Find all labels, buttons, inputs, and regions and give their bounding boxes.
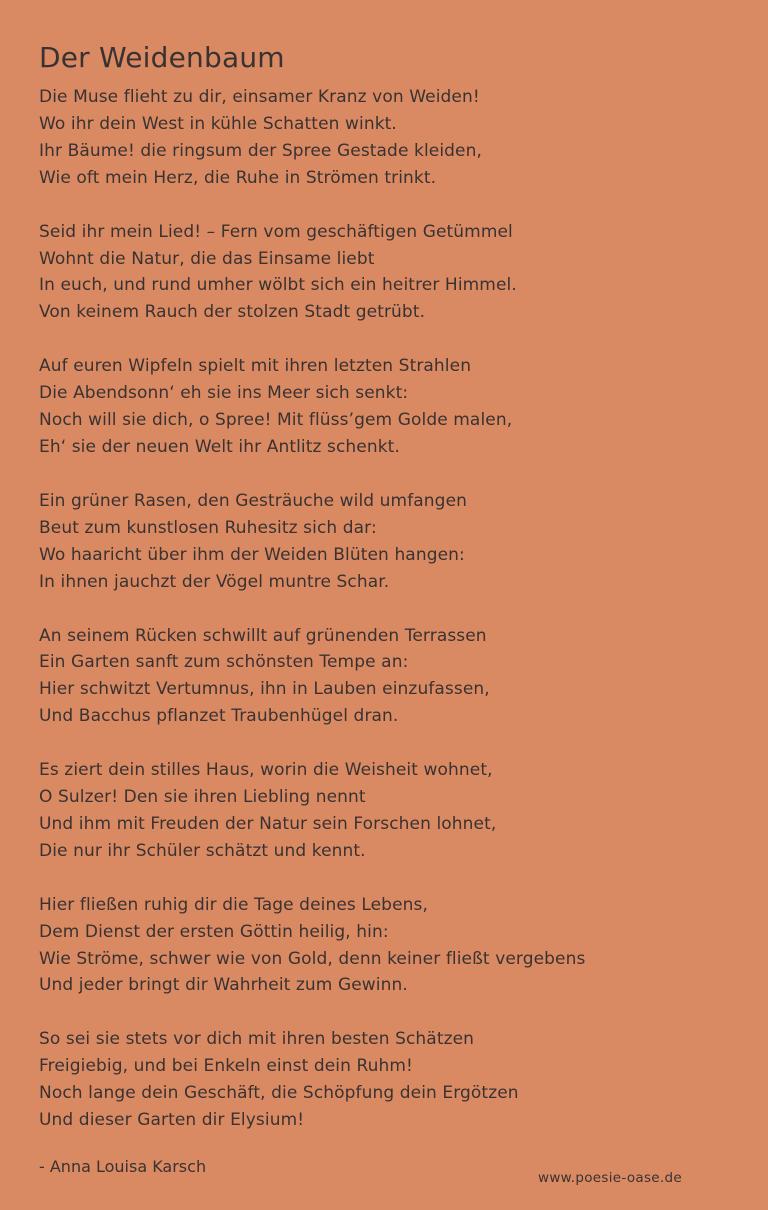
poem-line: In euch, und rund umher wölbt sich ein heitrer Himmel. [39,275,517,296]
poem-title: Der Weidenbaum [39,41,285,74]
poem-line: In ihnen jauchzt der Vögel muntre Schar. [39,571,390,592]
poem-line: Wohnt die Natur, die das Einsame liebt [39,248,375,269]
poem-line: Ein grüner Rasen, den Gesträuche wild umfangen [39,490,468,511]
stanza-8 [39,1026,739,1134]
poem-line: O Sulzer! Den sie ihren Liebling nennt [39,787,366,808]
poem-line: Wo ihr dein West in kühle Schatten winkt. [39,113,397,134]
poem-line: Die nur ihr Schüler schätzt und kennt. [39,840,366,861]
poem-line: Hier schwitzt Vertumnus, ihn in Lauben einzufassen, [39,679,490,700]
poem-line: Und jeder bringt dir Wahrheit zum Gewinn. [39,975,408,996]
website-url: www.poesie-oase.de [538,1170,682,1186]
poem-line: Noch will sie dich, o Spree! Mit flüss’gem Golde malen, [39,410,513,431]
poem-line: Ein Garten sanft zum schönsten Tempe an: [39,652,409,673]
poem-line: Und dieser Garten dir Elysium! [39,1110,305,1131]
poem-author: - Anna Louisa Karsch [39,1157,207,1176]
poem-line: Dem Dienst der ersten Göttin heilig, hin: [39,921,389,942]
poem-line: Freigiebig, und bei Enkeln einst dein Ruhm! [39,1056,413,1077]
stanza-4 [39,488,739,596]
poem-line: Von keinem Rauch der stolzen Stadt getrübt. [39,302,426,323]
poem-line: An seinem Rücken schwillt auf grünenden Terrassen [39,625,487,646]
poem-line: Und Bacchus pflanzet Traubenhügel dran. [39,706,399,727]
stanza-2 [39,219,739,327]
poem-line: Wie oft mein Herz, die Ruhe in Strömen trinkt. [39,167,437,188]
poem-line: Auf euren Wipfeln spielt mit ihren letzten Strahlen [39,356,472,377]
stanza-7 [39,892,739,1000]
stanza-1 [39,84,739,192]
poem-line: Hier fließen ruhig dir die Tage deines Lebens, [39,894,428,915]
stanza-6 [39,757,739,865]
stanza-3 [39,353,739,461]
poem-line: So sei sie stets vor dich mit ihren besten Schätzen [39,1029,475,1050]
poem-line: Die Abendsonn‘ eh sie ins Meer sich senkt: [39,383,409,404]
poem-line: Eh‘ sie der neuen Welt ihr Antlitz schenkt. [39,436,400,457]
poem-line: Wie Ströme, schwer wie von Gold, denn keiner fließt vergebens [39,948,586,969]
poem-line: Beut zum kunstlosen Ruhesitz sich dar: [39,517,377,538]
poem-line: Ihr Bäume! die ringsum der Spree Gestade kleiden, [39,140,482,161]
poem-line: Und ihm mit Freuden der Natur sein Forschen lohnet, [39,813,497,834]
poem-line: Seid ihr mein Lied! – Fern vom geschäftigen Getümmel [39,221,513,242]
poem-line: Es ziert dein stilles Haus, worin die Weisheit wohnet, [39,760,493,781]
poem-line: Die Muse flieht zu dir, einsamer Kranz von Weiden! [39,87,480,107]
poem-card [39,40,739,1179]
stanza-5 [39,623,739,731]
poem-line: Noch lange dein Geschäft, die Schöpfung dein Ergötzen [39,1083,519,1104]
poem-line: Wo haaricht über ihm der Weiden Blüten hangen: [39,544,465,565]
